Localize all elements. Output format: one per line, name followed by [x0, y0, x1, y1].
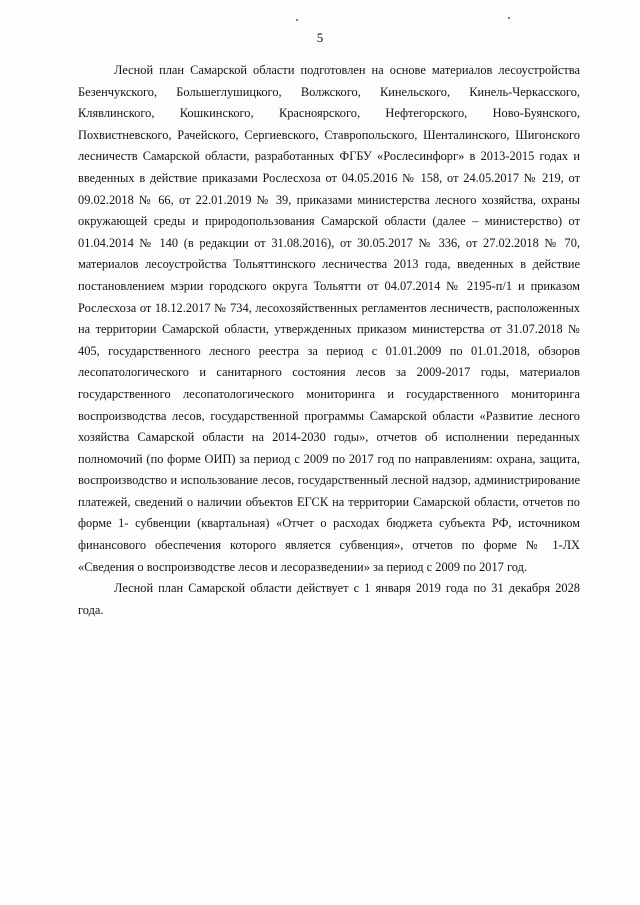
paragraph-sources: Лесной план Самарской области подготовлен на основе материалов лесоустройства Безенчукского, Большеглушицкого, Волжского, Кинельского, Кинель-Черкасского, Клявлинского, Кошкинского, Красноярского, Нефтегорского, Ново-Буянского, Похвистневского, Рачейского, Сергиевского, Ставропольского, Шенталинского, Шигонского лесничеств Самарской области, разработанных ФГБУ «Рослесинфорг» в 2013-2015 годах и введенных в действие приказами Рослесхоза от 04.05.2016 № 158, от 24.05.2017 № 219, от 09.02.2018 № 66, от 22.01.2019 № 39, приказами министерства лесного хозяйства, охраны окружающей среды и природопользования Самарской области (далее – министерство) от 01.04.2014 № 140 (в редакции от 31.08.2016), от 30.05.2017 № 336, от 27.02.2018 № 70, материалов лесоустройства Тольяттинского лесничества 2013 года, введенных в действие постановлением мэрии городского округа Тольятти от 04.07.2014 № 2195-п/1 и приказом Рослесхоза от 18.12.2017 № 734, лесохозяйственных регламентов лесничеств, расположенных на территории Самарской области, утвержденных приказом министерства от 31.07.2018 № 405, государственного лесного реестра за период с 01.01.2009 по 01.01.2018, обзоров лесопатологического и санитарного состояния лесов за 2009-2017 годы, материалов государственного лесопатологического мониторинга и государственного мониторинга воспроизводства лесов, государственной программы Самарской области «Развитие лесного хозяйства Самарской области на 2014-2030 годы», отчетов об исполнении переданных полномочий (по форме ОИП) за период с 2009 по 2017 год по направлениям: охрана, защита, воспроизводство и использование лесов, государственный лесной надзор, администрирование платежей, сведений о наличии объектов ЕГСК на территории Самарской области, отчетов по форме 1- субвенции (квартальная) «Отчет о расходах бюджета субъекта РФ, источником финансового обеспечения которого является субвенция», отчетов по форме № 1-ЛХ «Сведения о воспроизводстве лесов и лесоразведении» за период с 2009 по 2017 год. — [78, 63, 580, 574]
paragraph-validity-period: Лесной план Самарской области действует с 1 января 2019 года по 31 декабря 2028 года. — [78, 581, 580, 617]
page-number: 5 — [316, 30, 324, 45]
scan-speck — [296, 19, 298, 21]
scan-speck — [508, 17, 510, 19]
document-body — [78, 60, 580, 621]
